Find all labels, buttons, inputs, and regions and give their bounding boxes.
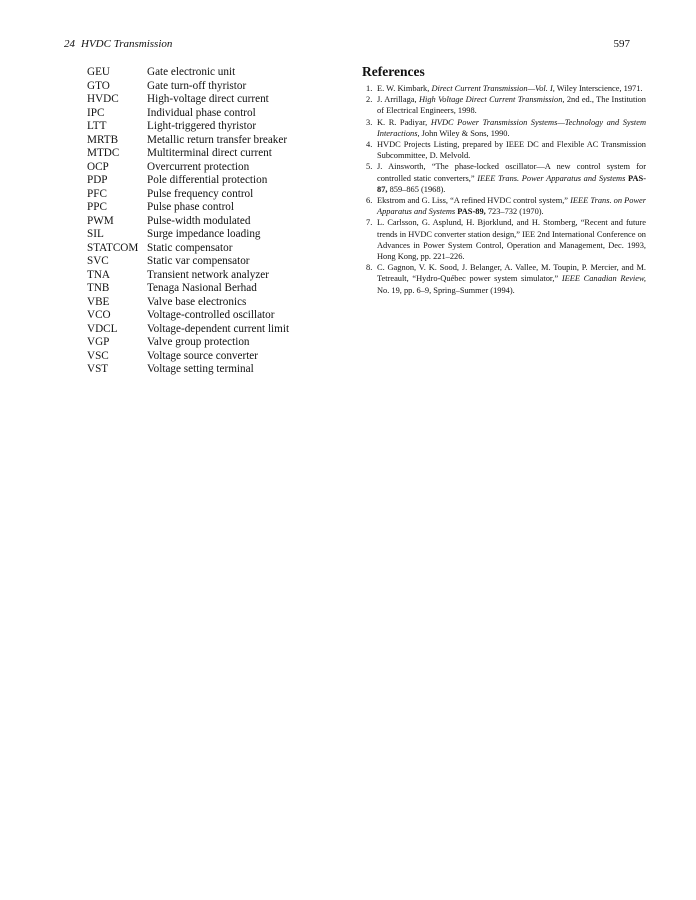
reference-text: E. W. Kimbark, [377, 84, 432, 93]
abbreviation-row [87, 336, 347, 350]
abbreviation-term: VBE [87, 295, 110, 308]
abbreviation-definition: Tenaga Nasional Berhad [147, 282, 257, 294]
reference-text: 859–865 (1968). [387, 184, 446, 194]
reference-text: L. Carlsson, G. Asplund, H. Bjorklund, and H. Stomberg, “Recent and future trends in HVDC converter station design,” IEE 2nd International Conference on Advances in Power System Control, Operation and Management, Dec. 1993, Hong Kong, pp. 221–226. [377, 218, 646, 262]
reference-number: 7. [366, 218, 373, 228]
abbreviation-term: PFC [87, 187, 107, 200]
abbreviation-row [87, 134, 347, 148]
abbreviation-definition: Pulse-width modulated [147, 214, 251, 227]
reference-item [362, 94, 646, 116]
abbreviation-row [87, 66, 347, 80]
abbreviation-row [87, 161, 347, 175]
abbreviation-list [87, 66, 347, 377]
references-heading: References [362, 64, 425, 79]
abbreviation-row [87, 309, 347, 323]
abbreviation-definition: Voltage-controlled oscillator [147, 309, 275, 321]
reference-item [362, 139, 646, 161]
abbreviation-row [87, 93, 347, 107]
references-section [362, 64, 646, 296]
abbreviation-definition: Gate electronic unit [147, 66, 236, 78]
reference-text: John Wiley & Sons, 1990. [419, 128, 510, 138]
page-header [64, 38, 630, 54]
abbreviation-row [87, 174, 347, 188]
reference-number: 5. [366, 162, 373, 172]
reference-text: High Voltage Direct Current Transmission, [418, 95, 565, 105]
abbreviation-definition: Metallic return transfer breaker [147, 133, 288, 146]
abbreviation-definition: High-voltage direct current [147, 93, 269, 105]
reference-text: PAS-87, [377, 173, 646, 194]
abbreviation-term: PDP [87, 174, 108, 186]
reference-text: IEEE Trans. Power Apparatus and Systems [477, 173, 626, 183]
reference-text: IEEE Trans. on Power Apparatus and Systems [377, 196, 647, 217]
reference-text: IEEE Canadian Review, [561, 274, 646, 284]
abbreviation-row [87, 188, 347, 202]
abbreviation-definition: Individual phase control [147, 106, 256, 119]
abbreviation-definition: Voltage-dependent current limit [147, 322, 290, 335]
reference-text: HVDC Projects Listing, prepared by IEEE DC and Flexible AC Transmission Subcommittee, D. Melvold. [377, 140, 646, 161]
abbreviation-definition: Gate turn-off thyristor [147, 79, 247, 92]
reference-item [362, 117, 646, 139]
abbreviation-term: HVDC [87, 93, 119, 105]
reference-text: Direct Current Transmission—Vol. I, [431, 84, 555, 93]
abbreviation-row [87, 242, 347, 256]
abbreviation-term: PWM [87, 214, 114, 227]
abbreviation-term: TNB [87, 282, 110, 294]
abbreviation-term: MRTB [87, 133, 119, 146]
abbreviation-definition: Multiterminal direct current [147, 147, 272, 159]
abbreviation-definition: Pole differential protection [147, 174, 268, 186]
abbreviation-definition: Static compensator [147, 241, 233, 254]
abbreviation-term: LTT [87, 120, 107, 132]
reference-number: 4. [366, 140, 373, 150]
abbreviation-row [87, 147, 347, 161]
reference-item [362, 262, 646, 296]
chapter-title: HVDC Transmission [81, 38, 173, 50]
abbreviation-definition: Pulse phase control [147, 201, 234, 213]
reference-text: 2nd ed., The Institution of Electrical Engineers, 1998. [377, 95, 646, 116]
reference-text: K. R. Padiyar, [377, 117, 431, 127]
abbreviation-definition: Valve group protection [147, 336, 250, 348]
abbreviation-row [87, 282, 347, 296]
abbreviation-term: SVC [87, 255, 109, 267]
reference-text: PAS-89, [457, 207, 486, 217]
reference-number: 8. [366, 263, 373, 273]
reference-text: No. 19, pp. 6–9, Spring–Summer (1994). [377, 285, 515, 295]
reference-list [362, 83, 646, 296]
reference-text: 723–732 (1970). [485, 207, 544, 217]
abbreviation-row [87, 228, 347, 242]
abbreviation-row [87, 215, 347, 229]
abbreviation-term: SIL [87, 228, 104, 240]
abbreviation-row [87, 107, 347, 121]
abbreviation-row [87, 269, 347, 283]
running-head [64, 38, 172, 50]
reference-number: 3. [366, 117, 373, 127]
abbreviation-definition: Transient network analyzer [147, 268, 269, 281]
abbreviation-definition: Surge impedance loading [147, 228, 261, 240]
reference-number: 1. [366, 84, 373, 93]
reference-text: J. Arrillaga, [377, 95, 419, 105]
abbreviation-term: MTDC [87, 147, 120, 159]
abbreviation-definition: Overcurrent protection [147, 160, 250, 173]
abbreviation-term: TNA [87, 268, 110, 281]
reference-item [362, 83, 646, 94]
reference-item [362, 195, 646, 217]
abbreviation-term: OCP [87, 160, 109, 173]
abbreviation-term: GEU [87, 66, 110, 78]
reference-text: J. Ainsworth, “The phase-locked oscillator—A new control system for controlled static converters,” [377, 162, 646, 183]
abbreviation-definition: Valve base electronics [147, 295, 247, 308]
reference-item [362, 217, 646, 262]
reference-text: C. Gagnon, V. K. Sood, J. Belanger, A. Vallee, M. Toupin, P. Mercier, and M. Tetreault, “Hydro-Québec power system simulator,” [377, 263, 646, 284]
abbreviation-term: VCO [87, 309, 111, 321]
abbreviation-row [87, 201, 347, 215]
abbreviation-term: GTO [87, 79, 110, 92]
reference-number: 6. [366, 196, 373, 206]
reference-number: 2. [366, 95, 373, 105]
abbreviation-term: PPC [87, 201, 107, 213]
abbreviation-row [87, 350, 347, 364]
abbreviation-definition: Voltage source converter [147, 349, 258, 362]
abbreviation-row [87, 80, 347, 94]
abbreviation-row [87, 363, 347, 377]
page-number: 597 [613, 38, 630, 50]
abbreviation-row [87, 296, 347, 310]
abbreviation-term: IPC [87, 106, 105, 119]
chapter-number: 24 [64, 38, 75, 50]
reference-text: Ekstrom and G. Liss, “A refined HVDC control system,” [377, 196, 571, 206]
reference-text: HVDC Power Transmission Systems—Technology and System Interactions, [377, 117, 646, 138]
abbreviation-term: VDCL [87, 322, 118, 335]
abbreviation-definition: Light-triggered thyristor [147, 120, 257, 132]
abbreviation-row [87, 255, 347, 269]
abbreviation-row [87, 120, 347, 134]
abbreviation-term: VSC [87, 349, 109, 362]
abbreviation-row [87, 323, 347, 337]
abbreviation-definition: Pulse frequency control [147, 187, 254, 200]
reference-text: Wiley Interscience, 1971. [554, 84, 643, 93]
abbreviation-term: STATCOM [87, 241, 139, 254]
reference-item [362, 161, 646, 195]
abbreviation-definition: Voltage setting terminal [147, 363, 254, 375]
abbreviation-term: VST [87, 363, 109, 375]
abbreviation-term: VGP [87, 336, 110, 348]
abbreviation-definition: Static var compensator [147, 255, 250, 267]
